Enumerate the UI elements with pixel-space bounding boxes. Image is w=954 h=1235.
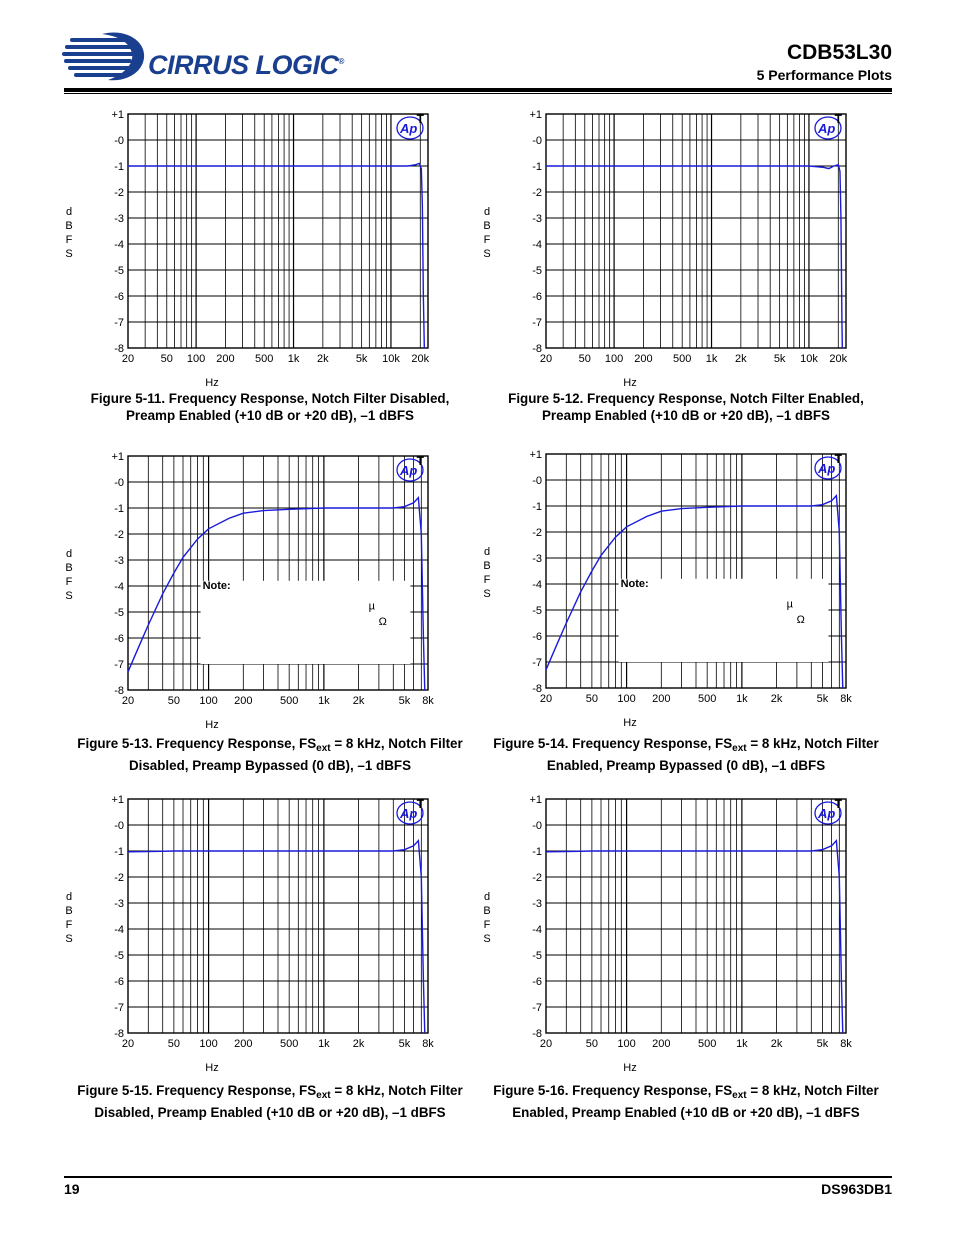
x-axis-label: Hz (623, 717, 637, 729)
note-omega: Ω (378, 616, 387, 628)
y-axis-label: F (65, 576, 73, 588)
x-tick-label: 2k (352, 1038, 365, 1050)
x-tick-label: 2k (317, 353, 329, 365)
logo-marker: T (834, 112, 842, 126)
y-axis-label: d (65, 891, 73, 903)
y-tick-label: +1 (529, 449, 542, 461)
y-axis-label: F (65, 919, 73, 931)
x-axis-label: Hz (623, 1062, 637, 1074)
caption-fig-5-12 (466, 390, 906, 424)
ap-logo-icon: Ap (400, 121, 418, 136)
x-axis-label: Hz (205, 1062, 219, 1074)
caption-line: Disabled, Preamp Enabled (+10 dB or +20 dB), –1 dBFS (94, 1105, 446, 1120)
logo-marker: T (416, 797, 424, 811)
x-tick-label: 5k (773, 353, 786, 365)
chart-fig-5-14 (478, 445, 858, 727)
y-tick-label: -5 (532, 605, 542, 617)
y-tick-label: -0 (532, 135, 542, 147)
y-tick-label: -1 (532, 161, 542, 173)
caption-fig-5-11 (50, 390, 490, 424)
x-tick-label: 200 (652, 1038, 671, 1050)
y-tick-label: -8 (114, 685, 124, 697)
caption-line: Enabled, Preamp Bypassed (0 dB), –1 dBFS (546, 758, 826, 773)
caption-line: Figure 5-11. Frequency Response, Notch Filter Disabled, (90, 391, 450, 406)
note-mu: µ (786, 598, 793, 611)
caption-line: Figure 5-13. Frequency Response, $FS_{ext} = 8$ kHz, Notch Filter (77, 736, 463, 754)
y-tick-label: -1 (114, 161, 124, 173)
x-tick-label: 500 (697, 693, 717, 705)
x-tick-label: 500 (279, 1038, 299, 1050)
y-tick-label: -2 (114, 872, 124, 884)
logo-marker: T (416, 454, 424, 468)
y-tick-label: -6 (114, 976, 124, 988)
document-title: CDB53L30 (786, 41, 892, 64)
chart-fig-5-12 (478, 105, 858, 389)
logo-marker: T (834, 797, 842, 811)
x-tick-label: 1k (318, 1038, 330, 1050)
x-tick-label: 2k (770, 693, 783, 705)
x-tick-label: 50 (585, 1038, 599, 1050)
y-tick-label: +1 (111, 451, 124, 463)
y-axis-label: B (65, 905, 73, 917)
document-id: DS963DB1 (821, 1181, 892, 1197)
y-tick-label: -8 (532, 683, 542, 695)
caption-line: Figure 5-15. Frequency Response, $FS_{ext} = 8$ kHz, Notch Filter (77, 1083, 463, 1101)
y-axis-label: F (483, 234, 491, 246)
y-axis-label: B (65, 562, 73, 574)
x-tick-label: 20 (121, 1038, 135, 1050)
y-tick-label: +1 (111, 109, 124, 121)
y-tick-label: -7 (114, 659, 124, 671)
note-label: Note: (202, 579, 231, 592)
note-omega: Ω (796, 614, 805, 626)
ap-logo-icon: Ap (818, 806, 836, 821)
x-tick-label: 200 (234, 1038, 253, 1050)
y-tick-label: -5 (114, 265, 124, 277)
x-tick-label: 50 (578, 353, 591, 365)
x-tick-label: 8k (840, 1038, 852, 1050)
y-tick-label: -4 (532, 239, 542, 251)
y-tick-label: -5 (114, 607, 124, 619)
y-tick-label: -3 (114, 555, 124, 567)
caption-line: Disabled, Preamp Bypassed (0 dB), –1 dBFS (128, 758, 412, 773)
ap-logo-icon: Ap (818, 121, 836, 136)
y-tick-label: -6 (532, 631, 542, 643)
y-axis-label: d (65, 548, 73, 560)
y-tick-label: -0 (114, 135, 124, 147)
y-tick-label: -6 (532, 291, 542, 303)
y-tick-label: +1 (529, 109, 542, 121)
y-tick-label: -2 (114, 187, 124, 199)
x-tick-label: 8k (422, 1038, 434, 1050)
y-tick-label: -6 (114, 291, 124, 303)
y-axis-label: B (483, 560, 491, 572)
caption-line: Figure 5-16. Frequency Response, $FS_{ext} = 8$ kHz, Notch Filter (493, 1083, 879, 1101)
y-tick-label: -8 (114, 343, 124, 355)
x-tick-label: 8k (840, 693, 852, 705)
chart-fig-5-13 (60, 447, 440, 729)
y-tick-label: -3 (114, 898, 124, 910)
x-tick-label: 5k (398, 1038, 411, 1050)
x-tick-label: 200 (634, 353, 653, 365)
y-tick-label: -7 (532, 657, 542, 669)
x-tick-label: 2k (735, 353, 747, 365)
y-tick-label: -8 (532, 1028, 542, 1040)
y-tick-label: -1 (532, 846, 542, 858)
y-tick-label: -1 (114, 846, 124, 858)
y-tick-label: +1 (529, 794, 542, 806)
y-tick-label: -2 (532, 187, 542, 199)
y-tick-label: -0 (532, 820, 542, 832)
ap-logo-icon: Ap (818, 461, 836, 476)
chart-fig-5-11 (60, 105, 440, 389)
y-tick-label: -7 (114, 317, 124, 329)
x-tick-label: 1k (736, 693, 748, 705)
x-tick-label: 500 (673, 353, 692, 365)
x-tick-label: 5k (398, 695, 411, 707)
y-axis-label: F (65, 234, 73, 246)
y-tick-label: -4 (532, 579, 542, 591)
x-axis-label: Hz (623, 377, 637, 389)
header-rule-thin (64, 93, 892, 94)
y-axis-label: B (65, 220, 73, 232)
x-tick-label: 50 (167, 695, 181, 707)
x-tick-label: 2k (770, 1038, 783, 1050)
y-tick-label: -2 (114, 529, 124, 541)
y-axis-label: B (483, 220, 491, 232)
x-tick-label: 20k (411, 353, 430, 365)
y-tick-label: -2 (532, 527, 542, 539)
x-tick-label: 20 (539, 1038, 553, 1050)
page-header (0, 0, 954, 100)
chart-fig-5-15 (60, 790, 440, 1072)
caption-line: Preamp Enabled (+10 dB or +20 dB), –1 dBFS (542, 408, 830, 423)
x-tick-label: 200 (216, 353, 235, 365)
x-tick-label: 1k (287, 353, 300, 365)
y-tick-label: -7 (532, 1002, 542, 1014)
x-tick-label: 500 (255, 353, 274, 365)
y-tick-label: -5 (532, 950, 542, 962)
y-axis-label: d (483, 206, 491, 218)
note-mu: µ (368, 600, 375, 613)
header-rule (64, 88, 892, 92)
section-title: 5 Performance Plots (756, 67, 892, 83)
x-tick-label: 100 (604, 353, 624, 365)
y-axis-label: d (65, 206, 73, 218)
note-label: Note: (620, 577, 649, 590)
x-tick-label: 20 (539, 353, 553, 365)
plot-area (546, 114, 846, 348)
x-tick-label: 1k (705, 353, 718, 365)
x-tick-label: 20k (829, 353, 848, 365)
logo-marker: T (834, 452, 842, 466)
y-tick-label: -7 (532, 317, 542, 329)
y-axis-label: d (483, 891, 491, 903)
y-tick-label: -1 (114, 503, 124, 515)
y-axis-label: S (65, 933, 73, 945)
y-tick-label: -5 (532, 265, 542, 277)
x-tick-label: 20 (121, 695, 135, 707)
x-axis-label: Hz (205, 719, 219, 731)
x-tick-label: 200 (234, 695, 253, 707)
y-axis-label: S (65, 248, 73, 260)
x-tick-label: 100 (199, 695, 218, 707)
x-tick-label: 20 (121, 353, 135, 365)
x-tick-label: 500 (697, 1038, 717, 1050)
caption-fig-5-14 (466, 735, 906, 774)
y-tick-label: -6 (114, 633, 124, 645)
y-tick-label: -2 (532, 872, 542, 884)
x-tick-label: 20 (539, 693, 553, 705)
x-tick-label: 1k (736, 1038, 748, 1050)
y-axis-label: S (65, 590, 73, 602)
y-tick-label: -0 (532, 475, 542, 487)
y-tick-label: -5 (114, 950, 124, 962)
y-axis-label: F (483, 919, 491, 931)
y-axis-label: F (483, 574, 491, 586)
y-tick-label: -7 (114, 1002, 124, 1014)
chart-fig-5-16 (478, 790, 858, 1072)
y-tick-label: -0 (114, 820, 124, 832)
y-tick-label: -8 (532, 343, 542, 355)
y-tick-label: -1 (532, 501, 542, 513)
x-tick-label: 200 (652, 693, 671, 705)
y-tick-label: +1 (111, 794, 124, 806)
x-tick-label: 8k (422, 695, 434, 707)
y-axis-label: B (483, 905, 491, 917)
caption-line: Figure 5-12. Frequency Response, Notch Filter Enabled, (508, 391, 864, 406)
x-tick-label: 1k (318, 695, 330, 707)
caption-fig-5-16 (466, 1082, 906, 1121)
footer-rule (64, 1176, 892, 1178)
y-tick-label: -3 (532, 553, 542, 565)
x-tick-label: 50 (585, 693, 599, 705)
logo-marker: T (416, 112, 424, 126)
x-tick-label: 100 (186, 353, 206, 365)
x-tick-label: 50 (160, 353, 173, 365)
y-axis-label: d (483, 546, 491, 558)
x-tick-label: 5k (355, 353, 368, 365)
x-tick-label: 5k (816, 693, 829, 705)
x-tick-label: 5k (816, 1038, 829, 1050)
y-tick-label: -3 (114, 213, 124, 225)
x-tick-label: 100 (199, 1038, 218, 1050)
x-tick-label: 100 (617, 693, 636, 705)
x-axis-label: Hz (205, 377, 219, 389)
y-tick-label: -6 (532, 976, 542, 988)
y-tick-label: -3 (532, 898, 542, 910)
y-axis-label: S (483, 933, 491, 945)
y-tick-label: -4 (114, 924, 124, 936)
x-tick-label: 10k (382, 353, 400, 365)
ap-logo-icon: Ap (400, 806, 418, 821)
y-axis-label: S (483, 588, 491, 600)
y-axis-label: S (483, 248, 491, 260)
logo-wordmark: CIRRUS LOGIC® (148, 50, 344, 80)
y-tick-label: -4 (114, 239, 124, 251)
caption-line: Figure 5-14. Frequency Response, $FS_{ext} = 8$ kHz, Notch Filter (493, 736, 879, 754)
x-tick-label: 10k (800, 353, 818, 365)
y-tick-label: -3 (532, 213, 542, 225)
x-tick-label: 2k (352, 695, 365, 707)
caption-fig-5-13 (50, 735, 490, 774)
caption-fig-5-15 (50, 1082, 490, 1121)
y-tick-label: -8 (114, 1028, 124, 1040)
caption-line: Enabled, Preamp Enabled (+10 dB or +20 dB), –1 dBFS (512, 1105, 860, 1120)
caption-line: Preamp Enabled (+10 dB or +20 dB), –1 dBFS (126, 408, 414, 423)
y-tick-label: -0 (114, 477, 124, 489)
y-tick-label: -4 (114, 581, 124, 593)
page-number: 19 (64, 1181, 80, 1197)
x-tick-label: 50 (167, 1038, 181, 1050)
y-tick-label: -4 (532, 924, 542, 936)
plot-area (128, 114, 428, 348)
ap-logo-icon: Ap (400, 463, 418, 478)
x-tick-label: 100 (617, 1038, 636, 1050)
x-tick-label: 500 (279, 695, 299, 707)
